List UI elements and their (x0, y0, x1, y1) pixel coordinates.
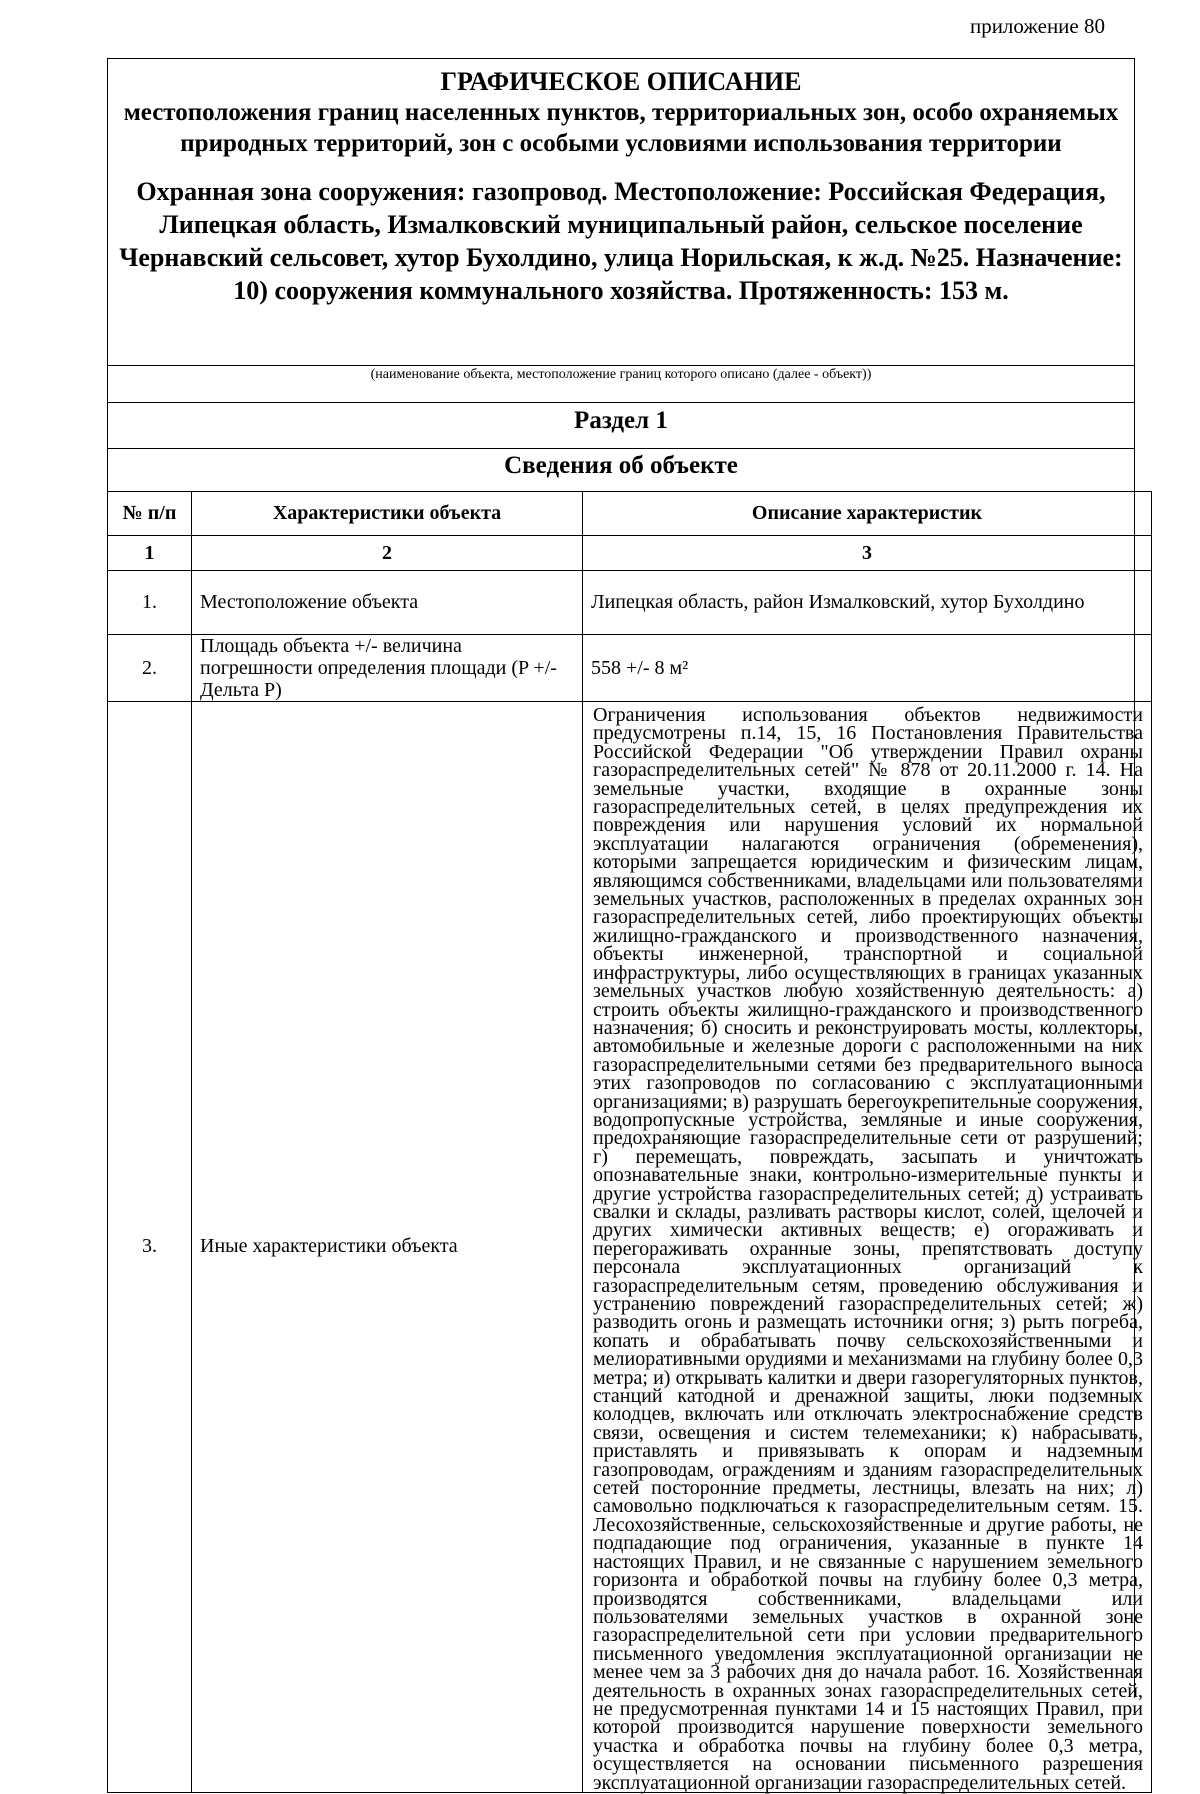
table-header-row (108, 492, 1152, 536)
table-row (108, 571, 1152, 635)
object-caption: (наименование объекта, местоположение границ которого описано (далее - объект)) (370, 367, 872, 382)
header-characteristic: Характеристики объекта (192, 492, 583, 536)
document-title: ГРАФИЧЕСКОЕ ОПИСАНИЕ (440, 67, 802, 96)
object-description: Охранная зона сооружения: газопровод. Местоположение: Российская Федерация, Липецкая область, Измалковский муниципальный район, сельское поселение Чернавский сельсовет, хутор Бухолдино, улица Норильская, к ж.д. №25. Назначение: 10) сооружения коммунального хозяйства. Протяженность: 153 м. (119, 177, 1123, 305)
header-num: № п/п (108, 492, 192, 536)
row-value: Ограничения использования объектов недвижимости предусмотрены п.14, 15, 16 Постановления Правительства Российской Федерации "Об утверждении Правил охраны газораспределительных сетей" № 878 от 20.11.2000 г. 14. На земельные участки, входящие в охранные зоны газораспределительных сетей, в целях предупреждения их повреждения или нарушения условий их нормальной эксплуатации налагаются ограничения (обременения), которыми запрещается юридическим и физическим лицам, являющимся собственниками, владельцами или пользователями земельных участков, расположенных в пределах охранных зон газораспределительных сетей, либо проектирующих объекты жилищно-гражданского и производственного назначения, объекты инженерной, транспортной и социальной инфраструктуры, либо осуществляющих в границах указанных земельных участков любую хозяйственную деятельность: а) строить объекты жилищно-гражданского и производственного назначения; б) сносить и реконструировать мосты, коллекторы, автомобильные и железные дороги с расположенными на них газораспределительными сетями без предварительного выноса этих газопроводов по согласованию с эксплуатационными организациями; в) разрушать берегоукрепительные сооружения, водопропускные устройства, земляные и иные сооружения, предохраняющие газораспределительные сети от разрушений; г) перемещать, повреждать, засыпать и уничтожать опознавательные знаки, контрольно-измерительные пункты и другие устройства газораспределительных сетей; д) устраивать свалки и склады, разливать растворы кислот, солей, щелочей и других химически активных веществ; е) огораживать и перегораживать охранные зоны, препятствовать доступу персонала эксплуатационных организаций к газораспределительным сетям, проведению обслуживания и устранению повреждений газораспределительных сетей; ж) разводить огонь и размещать источники огня; з) рыть погреба, копать и обрабатывать почву сельскохозяйственными и мелиоративными орудиями и механизмами на глубину более 0,3 метра; и) открывать калитки и двери газорегуляторных пунктов, станций катодной и дренажной защиты, люки подземных колодцев, включать или отключать электроснабжение средств связи, освещения и систем телемеханики; к) набрасывать, приставлять и привязывать к опорам и надземным газопроводам, ограждениям и зданиям газораспределительных сетей посторонние предметы, лестницы, влезать на них; л) самовольно подключаться к газораспределительным сетям. 15. Лесохозяйственные, сельскохозяйственные и другие работы, не подпадающие под ограничения, указанные в пункте 14 настоящих Правил, и не связанные с нарушением земельного горизонта и обработкой почвы на глубину более 0,3 метра, производятся собственниками, владельцами или пользователями земельных участков в охранной зоне газораспределительной сети при условии предварительного письменного уведомления эксплуатационной организации не менее чем за 3 рабочих дня до начала работ. 16. Хозяйственная деятельность в охранных зонах газораспределительных сетей, не предусмотренная пунктами 14 и 15 настоящих Правил, при которой производится нарушение поверхности земельного участка и обработка почвы на глубину более 0,3 метра, осуществляется на основании письменного разрешения эксплуатационной организации газораспределительных сетей. (583, 702, 1152, 1793)
table-row (108, 702, 1152, 1793)
row-number: 1. (108, 571, 192, 635)
row-characteristic: Иные характеристики объекта (192, 702, 583, 1793)
section-title-divider (108, 448, 1134, 449)
row-characteristic: Площадь объекта +/- величина погрешности определения площади (P +/- Дельта P) (192, 635, 583, 702)
document-frame (107, 58, 1143, 1794)
row-number: 3. (108, 702, 192, 1793)
column-number-row (108, 536, 1152, 571)
object-info-table (107, 491, 1152, 1793)
row-number: 2. (108, 635, 192, 702)
caption-divider (108, 365, 1134, 366)
section-heading: Раздел 1 (574, 407, 668, 434)
document-header (108, 67, 1134, 307)
col-number-1: 1 (108, 536, 192, 571)
table-row (108, 635, 1152, 702)
row-value: 558 +/- 8 м² (583, 635, 1152, 702)
appendix-label: приложение 80 (969, 14, 1105, 38)
document-subtitle: местоположения границ населенных пунктов, территориальных зон, особо охраняемых природных территорий, зон с особыми условиями использования территории (123, 99, 1119, 157)
row-characteristic: Местоположение объекта (192, 571, 583, 635)
col-number-2: 2 (192, 536, 583, 571)
section-divider (108, 402, 1134, 403)
row-value: Липецкая область, район Измалковский, хутор Бухолдино (583, 571, 1152, 635)
header-description: Описание характеристик (583, 492, 1152, 536)
section-title: Сведения об объекте (504, 452, 738, 479)
col-number-3: 3 (583, 536, 1152, 571)
